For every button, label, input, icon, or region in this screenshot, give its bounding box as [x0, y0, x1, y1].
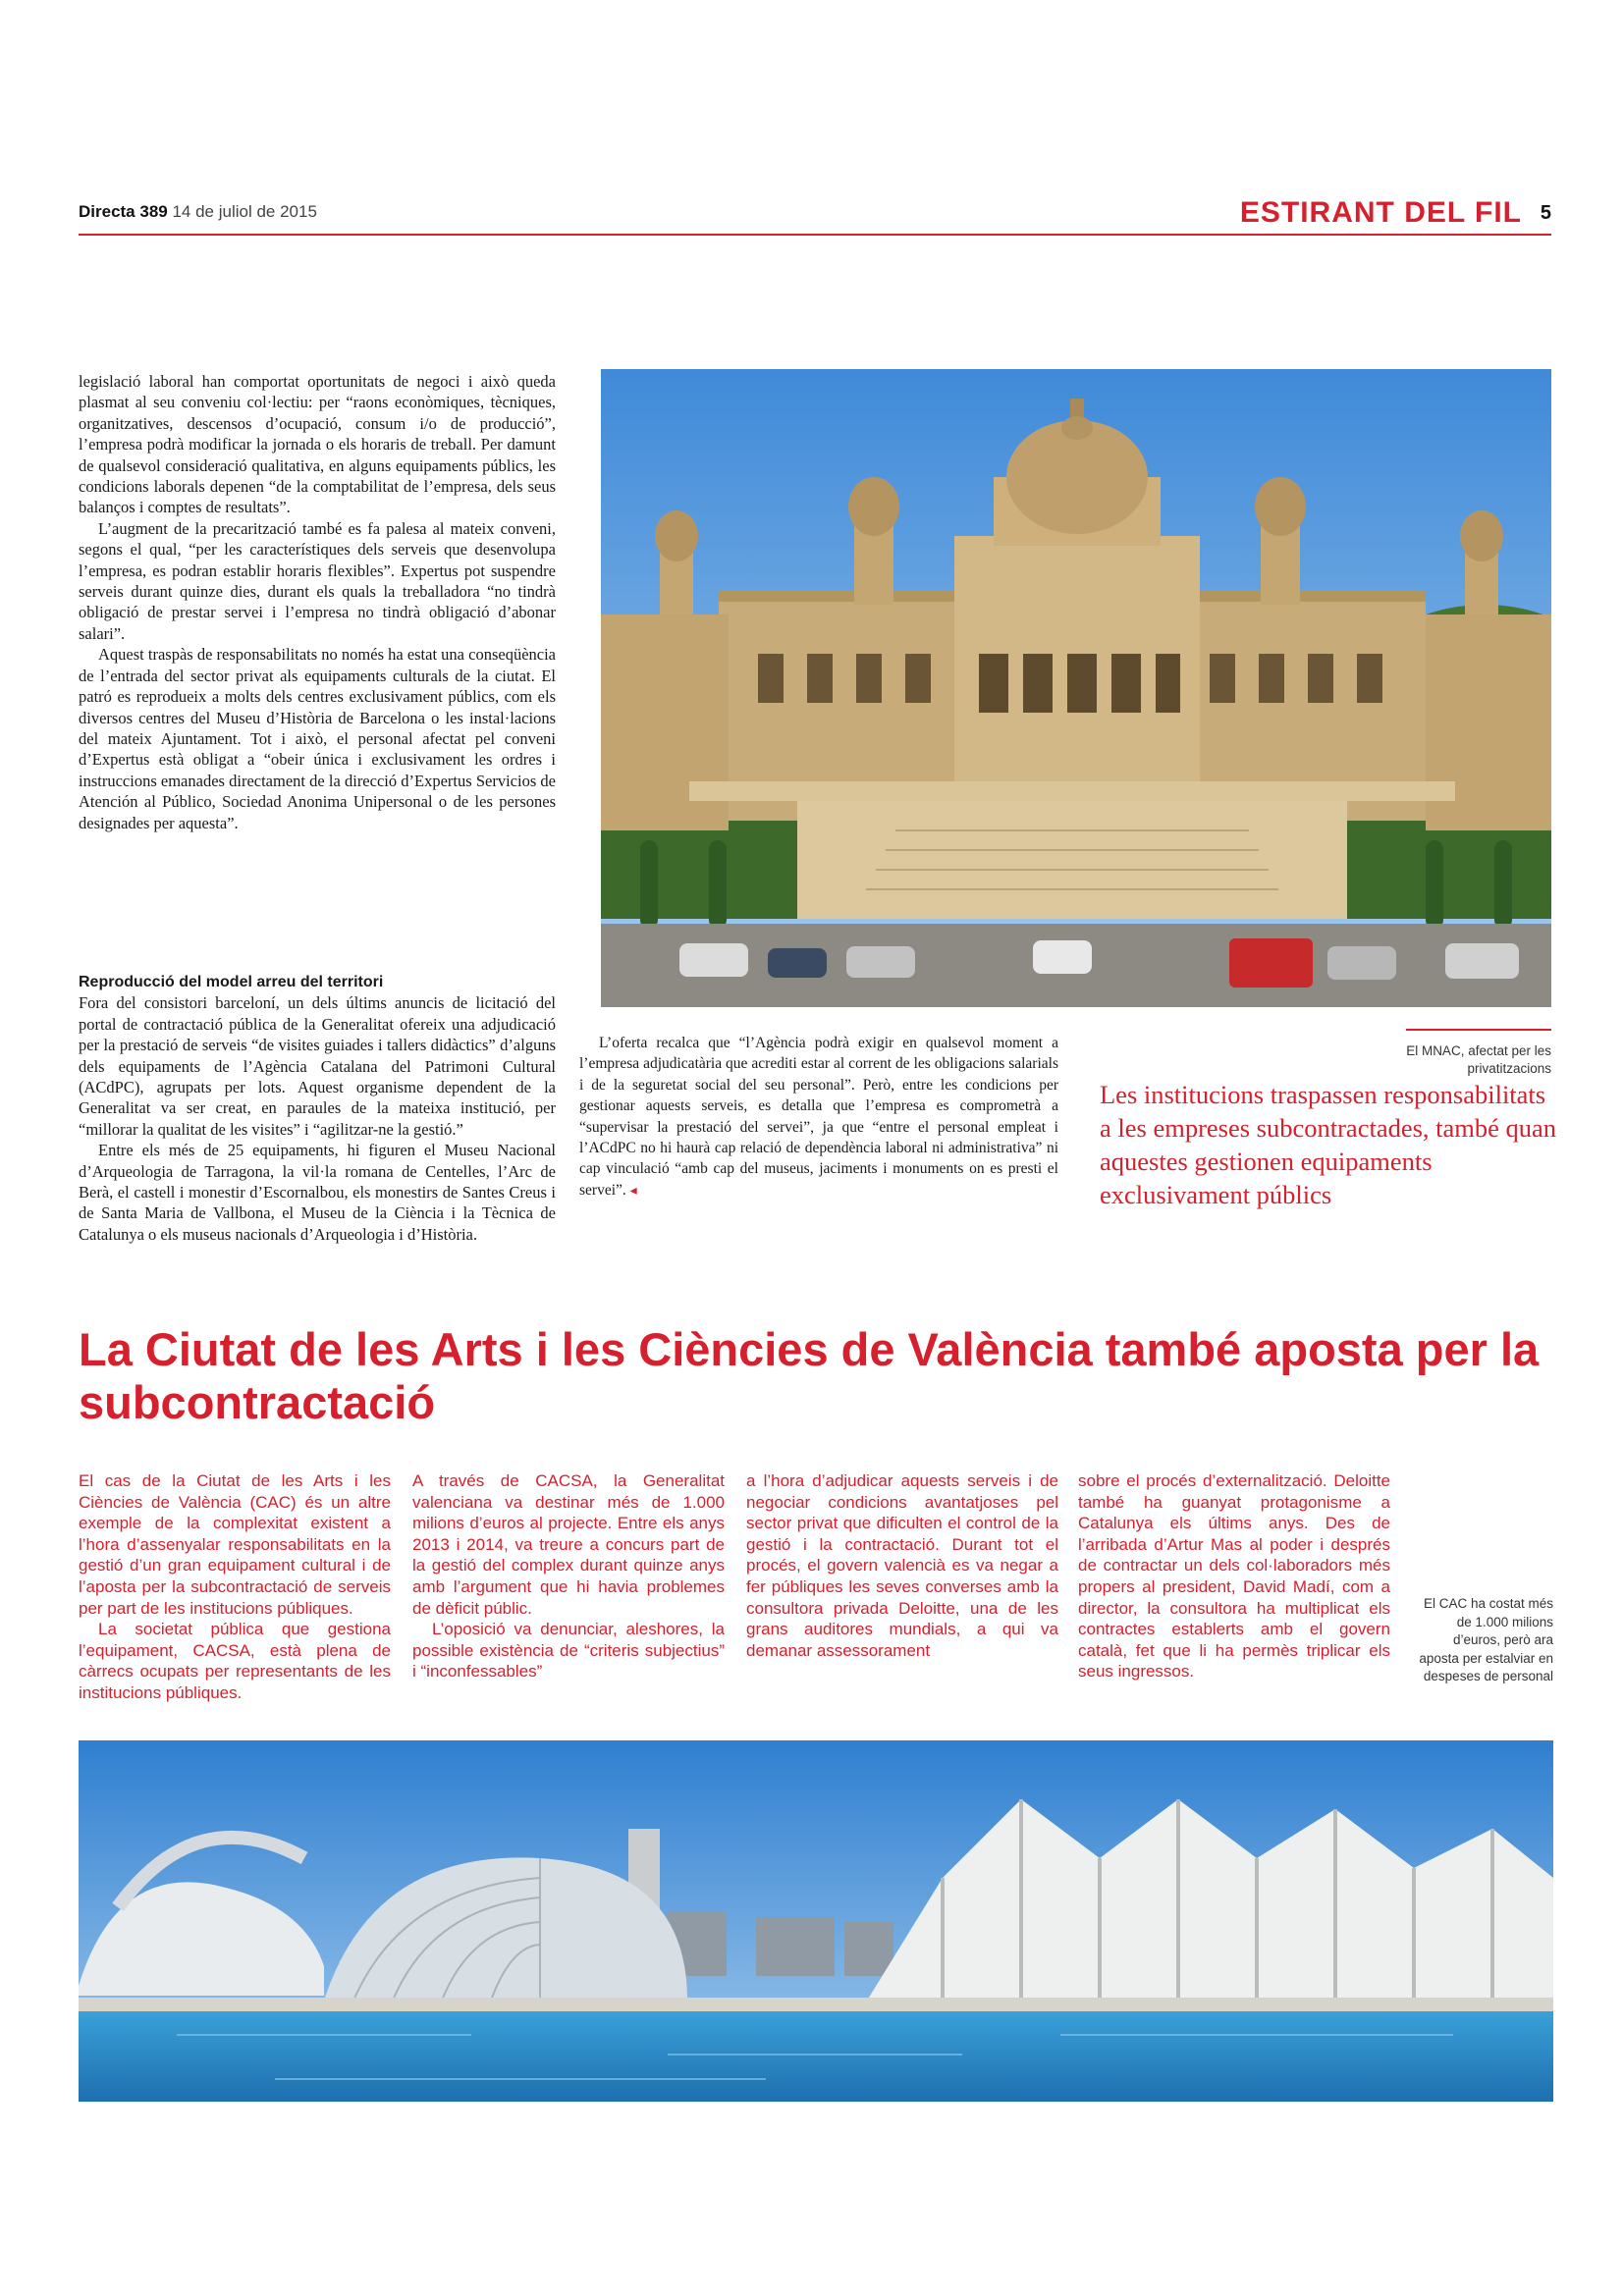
mnac-photo	[601, 369, 1551, 1007]
article2-column-3	[746, 1470, 1058, 1661]
paragraph: Entre els més de 25 equipaments, hi figuren el Museu Nacional d’Arqueologia de Tarragona, la vil·la romana de Centelles, l’Arc de Berà, el castell i monestir d’Escornalbou, els monestirs de Santes Creus i de Santa Maria de Vallbona, el Museu de la Ciència i la Tècnica de Catalunya o els museus nacionals d’Arqueologia i d’Història.	[79, 1141, 556, 1244]
caption-divider	[1406, 1029, 1551, 1031]
mnac-photo-caption: El MNAC, afectat per les privatitzacions	[1406, 1043, 1551, 1076]
paragraph	[579, 1033, 1058, 1201]
paragraph-text: L’oferta recalca que “l’Agència podrà exigir en qualsevol moment a l’empresa adjudicatària que acrediti estar al corrent de les obligacions salarials i de la seguretat social del seu personal”. Però, entre les condicions per gestionar aquests serveis, es detalla que l’empresa es comprometrà a “supervisar la prestació del servei”, ja que “entre el personal empleat i l’ACdPC no hi haurà cap relació de dependència laboral ni administrativa” ni cap vinculació “amb cap del museus, jaciments i monuments on es presti el servei”.	[579, 1035, 1058, 1199]
paragraph: legislació laboral han comportat oportunitats de negoci i això queda plasmat al seu conveniu col·lectiu: per “raons econòmiques, tècniques, organitzatives, descensos d’ocupació, consum i/o de producció”, l’empresa podrà modificar la jornada o els horaris de treball. Per damunt de qualsevol consideració qualitativa, en alguns equipaments públics, les condicions laborals depenen “de la comptabilitat de l’empresa, dels seus balanços i comptes de resultats”.	[79, 372, 556, 517]
paragraph: L’oposició va denunciar, aleshores, la possible existència de “criteris subjectius” i “inconfessables”	[412, 1620, 725, 1682]
paragraph: El cas de la Ciutat de les Arts i les Ciències de València (CAC) és un altre exemple de la complexitat existent a l’hora d’assenyalar responsabilitats en la gestió d’un gran equipament cultural i de l’aposta per la subcontractació de serveis per part de les institucions públiques.	[79, 1471, 391, 1618]
article1-column-a	[79, 371, 556, 833]
section-title: ESTIRANT DEL FIL	[1239, 196, 1522, 229]
paragraph: L’augment de la precarització també es fa palesa al mateix conveni, segons el qual, “per les característiques dels serveis que desenvolupa l’empresa, es podran establir horaris flexibles”. Expertus pot suspendre serveis durant quinze dies, durant els quals la treballadora “no tindrà obligació de prestar servei i l’empresa no tindrà obligació d’abonar salari”.	[79, 518, 556, 643]
publication-name: Directa 389	[79, 202, 168, 221]
paragraph: La societat pública que gestiona l’equipament, CACSA, està plena de càrrecs ocupats per representants de les institucions públiques.	[79, 1620, 391, 1702]
mnac-illustration	[601, 369, 1551, 1007]
article2-column-1	[79, 1470, 391, 1704]
issue-date: 14 de juliol de 2015	[172, 202, 317, 221]
cac-photo	[79, 1740, 1553, 2102]
pull-quote: Les institucions traspassen responsabilitats a les empreses subcontractades, també quan aquestes gestionen equipaments exclusivament públics	[1100, 1080, 1557, 1209]
cac-photo-caption: El CAC ha costat més de 1.000 milions d’euros, però ara aposta per estalviar en despeses de personal	[1419, 1596, 1553, 1683]
page-header	[79, 196, 1551, 232]
article1-column-c	[579, 1033, 1058, 1201]
article2-column-4	[1078, 1470, 1390, 1682]
publication-info	[79, 202, 317, 222]
paragraph: Fora del consistori barceloní, un dels últims anuncis de licitació del portal de contractació pública de la Generalitat ofereix una adjudicació per la prestació de serveis “de visites guiades i tallers didàctics” d’alguns dels equipaments de l’Agència Catalana del Patrimoni Cultural (ACdPC), agrupats per lots. Aquest organisme dependent de la Generalitat va ser creat, en paraules de la mateixa institució, per “millorar la qualitat de les visites” i “agilitzar-ne la gestió.”	[79, 993, 556, 1139]
header-divider	[79, 234, 1551, 236]
cac-illustration	[79, 1740, 1553, 2102]
article2-headline: La Ciutat de les Arts i les Ciències de València també aposta per la subcontractació	[79, 1323, 1540, 1428]
article2-column-2	[412, 1470, 725, 1682]
article1-column-b	[79, 972, 556, 1245]
subheading: Reproducció del model arreu del territori	[79, 974, 384, 990]
page-number: 5	[1540, 202, 1551, 224]
paragraph: Aquest traspàs de responsabilitats no només ha estat una conseqüència de l’entrada del sector privat als equipaments culturals de la ciutat. El patró es reprodueix a molts dels centres exclusivament públics, com els diversos centres del Museu d’Història de Barcelona o les instal·lacions del mateix Ajuntament. Tot i això, el personal afectat pel conveni d’Expertus està obligat a “obeir única i exclusivament les ordres i instruccions emanades directament de la direcció d’Expertus Servicios de Atención al Público, Sociedad Anonima Unipersonal o de les persones designades per aquesta”.	[79, 645, 556, 832]
paragraph: a l’hora d’adjudicar aquests serveis i de negociar condicions avantatjoses pel sector privat que dificulten el control de la gestió i la contractació. Durant tot el procés, el govern valencià es va negar a fer públiques les seves converses amb la consultora privada Deloitte, una de les grans auditores mundials, a qui va demanar assessorament	[746, 1471, 1058, 1660]
paragraph: sobre el procés d’externalització. Deloitte també ha guanyat protagonisme a Catalunya els últims anys. Des de l’arribada d’Artur Mas al poder i després de contractar un dels col·laboradors més propers al president, David Madí, com a director, la consultora ha multiplicat els contractes establerts amb el govern català, fet que li ha permès triplicar els seus ingressos.	[1078, 1471, 1390, 1682]
end-of-article-icon: ◂	[629, 1182, 637, 1199]
paragraph: A través de CACSA, la Generalitat valenciana va destinar més de 1.000 milions d’euros al projecte. Entre els anys 2013 i 2014, va treure a concurs part de la gestió del complex durant quinze anys amb l’argument que hi havia problemes de dèficit públic.	[412, 1471, 725, 1618]
